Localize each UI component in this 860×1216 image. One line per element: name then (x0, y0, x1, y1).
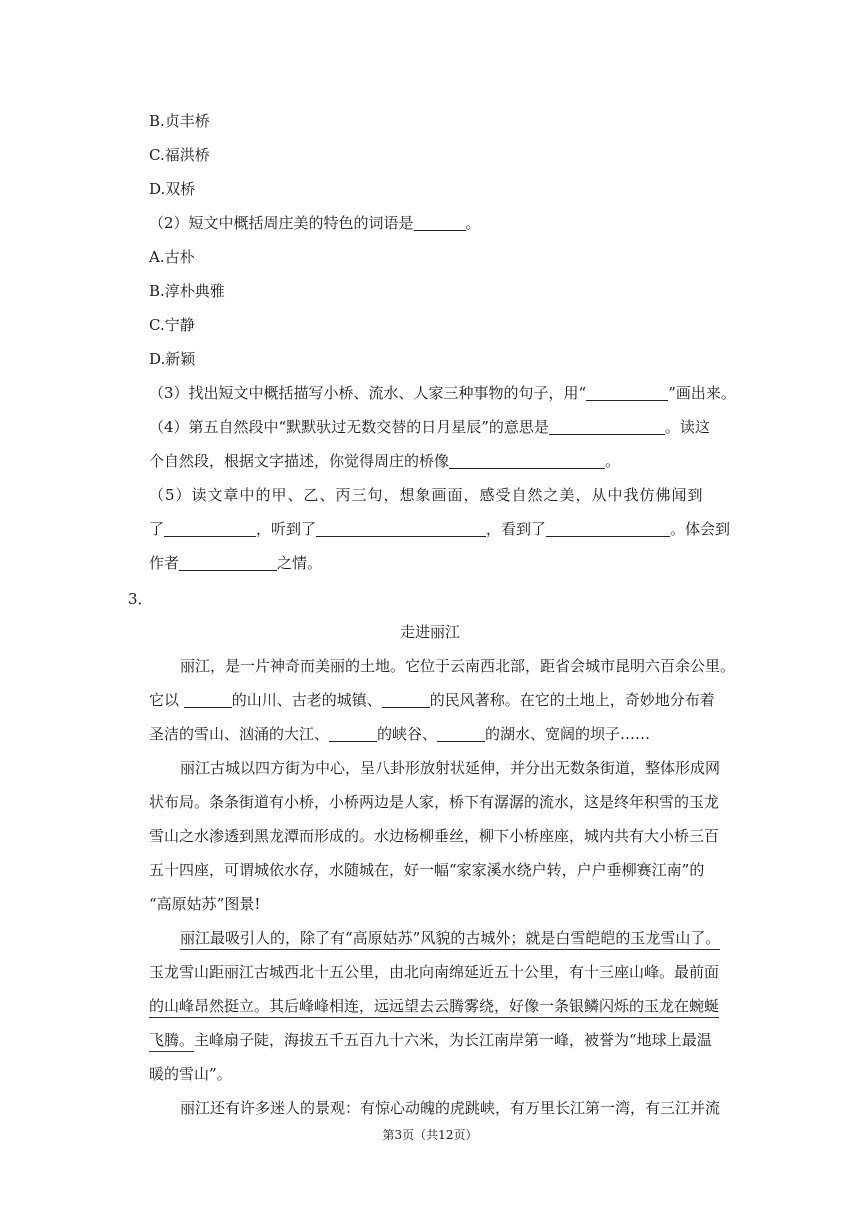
option-b: B.贞丰桥 (149, 112, 210, 130)
option-a: A.古朴 (149, 248, 195, 266)
answer-blank[interactable] (184, 691, 232, 708)
option-d: D.双桥 (149, 180, 196, 198)
answer-blank[interactable] (316, 520, 486, 537)
paragraph-2-line: 丽江古城以四方街为中心，呈八卦形放射状延伸，并分出无数条街道，整体形成网 (180, 759, 721, 777)
question-4-text: （4）第五自然段中“默默驮过无数交替的日月星辰”的意思是 (149, 418, 549, 436)
paragraph-3-line (180, 928, 720, 948)
question-2-stem (149, 213, 481, 233)
underlined-sentence: 的山峰昂然挺立。其后峰峰相连，远远望去云腾雾绕，好像一条银鳞闪烁的玉龙在蜿蜒 (149, 997, 719, 1018)
paragraph-text: 主峰扇子陡，海拔五千五百九十六米，为长江南岸第一峰，被誉为“地球上最温 (194, 1031, 712, 1049)
paragraph-text: 圣洁的雪山、汹涌的大江、 (149, 725, 330, 743)
question-4-line1 (149, 417, 710, 437)
question-5-line1: （5）读文章中的甲、乙、丙三句，想象画面，感受自然之美，从中我仿佛闻到 (149, 486, 704, 504)
question-number: 3． (128, 590, 153, 608)
option-c: C.福洪桥 (149, 146, 210, 164)
question-5-text: 作者 (149, 554, 180, 572)
answer-blank[interactable] (179, 554, 277, 571)
question-3 (149, 383, 736, 403)
option-b: B.淳朴典雅 (149, 282, 225, 300)
paragraph-1-line (149, 724, 650, 744)
question-2-text: （2）短文中概括周庄美的特色的词语是 (149, 214, 414, 232)
paragraph-text: 的峡谷、 (377, 725, 438, 743)
answer-blank[interactable] (329, 725, 377, 742)
answer-blank[interactable] (382, 691, 430, 708)
question-3-text: （3）找出短文中概括描写小桥、流水、人家三种事物的句子，用“ (149, 384, 587, 402)
question-4-line2 (149, 451, 620, 471)
paragraph-1-line: 丽江，是一片神奇而美丽的土地。它位于云南西北部，距省会城市昆明六百余公里。 (180, 657, 736, 675)
question-5-text: ，听到了 (256, 520, 317, 538)
paragraph-2-line: 状布局。条条街道有小桥，小桥两边是人家，桥下有潺潺的流水，这是终年积雪的玉龙 (149, 793, 720, 811)
question-3-end: ”画出来。 (668, 384, 736, 402)
answer-blank[interactable] (414, 214, 466, 231)
page-footer: 第3页（共12页） (382, 1128, 478, 1142)
paragraph-3-line: 暖的雪山”。 (149, 1065, 232, 1083)
question-5-text: 了 (149, 520, 165, 538)
question-5-text: 。体会到 (670, 520, 731, 538)
question-5-line2 (149, 519, 730, 539)
answer-blank[interactable] (449, 452, 605, 469)
paragraph-text: 的民风著称。在它的土地上，奇妙地分布着 (429, 691, 715, 709)
paragraph-text: 的山川、古老的城镇、 (231, 691, 382, 709)
underlined-sentence: 丽江最吸引人的，除了有“高原姑苏”风貌的古城外；就是白雪皑皑的玉龙雪山了。 (180, 929, 720, 950)
paragraph-2-line: 雪山之水渗透到黑龙潭而形成的。水边杨柳垂丝，柳下小桥座座，城内共有大小桥三百 (149, 827, 720, 845)
answer-blank[interactable] (586, 384, 668, 401)
paragraph-2-line: “高原姑苏”图景! (149, 895, 261, 913)
question-4-text: 。 (605, 452, 621, 470)
paragraph-2-line: 五十四座，可谓城依水存，水随城在，好一幅“家家溪水绕户转，户户垂柳赛江南”的 (149, 861, 705, 879)
option-c: C.宁静 (149, 316, 195, 334)
question-5-text: ，看到了 (486, 520, 547, 538)
answer-blank[interactable] (546, 520, 670, 537)
question-2-end: 。 (465, 214, 481, 232)
paragraph-3-line: 玉龙雪山距丽江古城西北十五公里，由北向南绵延近五十公里，有十三座山峰。最前面 (149, 963, 720, 981)
paragraph-3-line (149, 1030, 712, 1050)
underlined-sentence: 飞腾。 (149, 1031, 194, 1052)
answer-blank[interactable] (164, 520, 256, 537)
answer-blank[interactable] (549, 418, 665, 435)
question-4-text: 个自然段，根据文字描述，你觉得周庄的桥像 (149, 452, 450, 470)
paragraph-3-line (149, 996, 719, 1016)
option-d: D.新颖 (149, 350, 196, 368)
paragraph-text: 它以 (149, 691, 184, 709)
question-5-text: 之情。 (277, 554, 323, 572)
passage-title: 走进丽江 (399, 623, 460, 641)
paragraph-1-line (149, 690, 715, 710)
question-5-line3 (149, 553, 322, 573)
question-4-text: 。读这 (664, 418, 710, 436)
paragraph-text: 的湖水、宽阔的坝子…… (485, 725, 651, 743)
answer-blank[interactable] (437, 725, 485, 742)
paragraph-4-line: 丽江还有许多迷人的景观：有惊心动魄的虎跳峡，有万里长江第一湾，有三江并流 (180, 1099, 721, 1117)
